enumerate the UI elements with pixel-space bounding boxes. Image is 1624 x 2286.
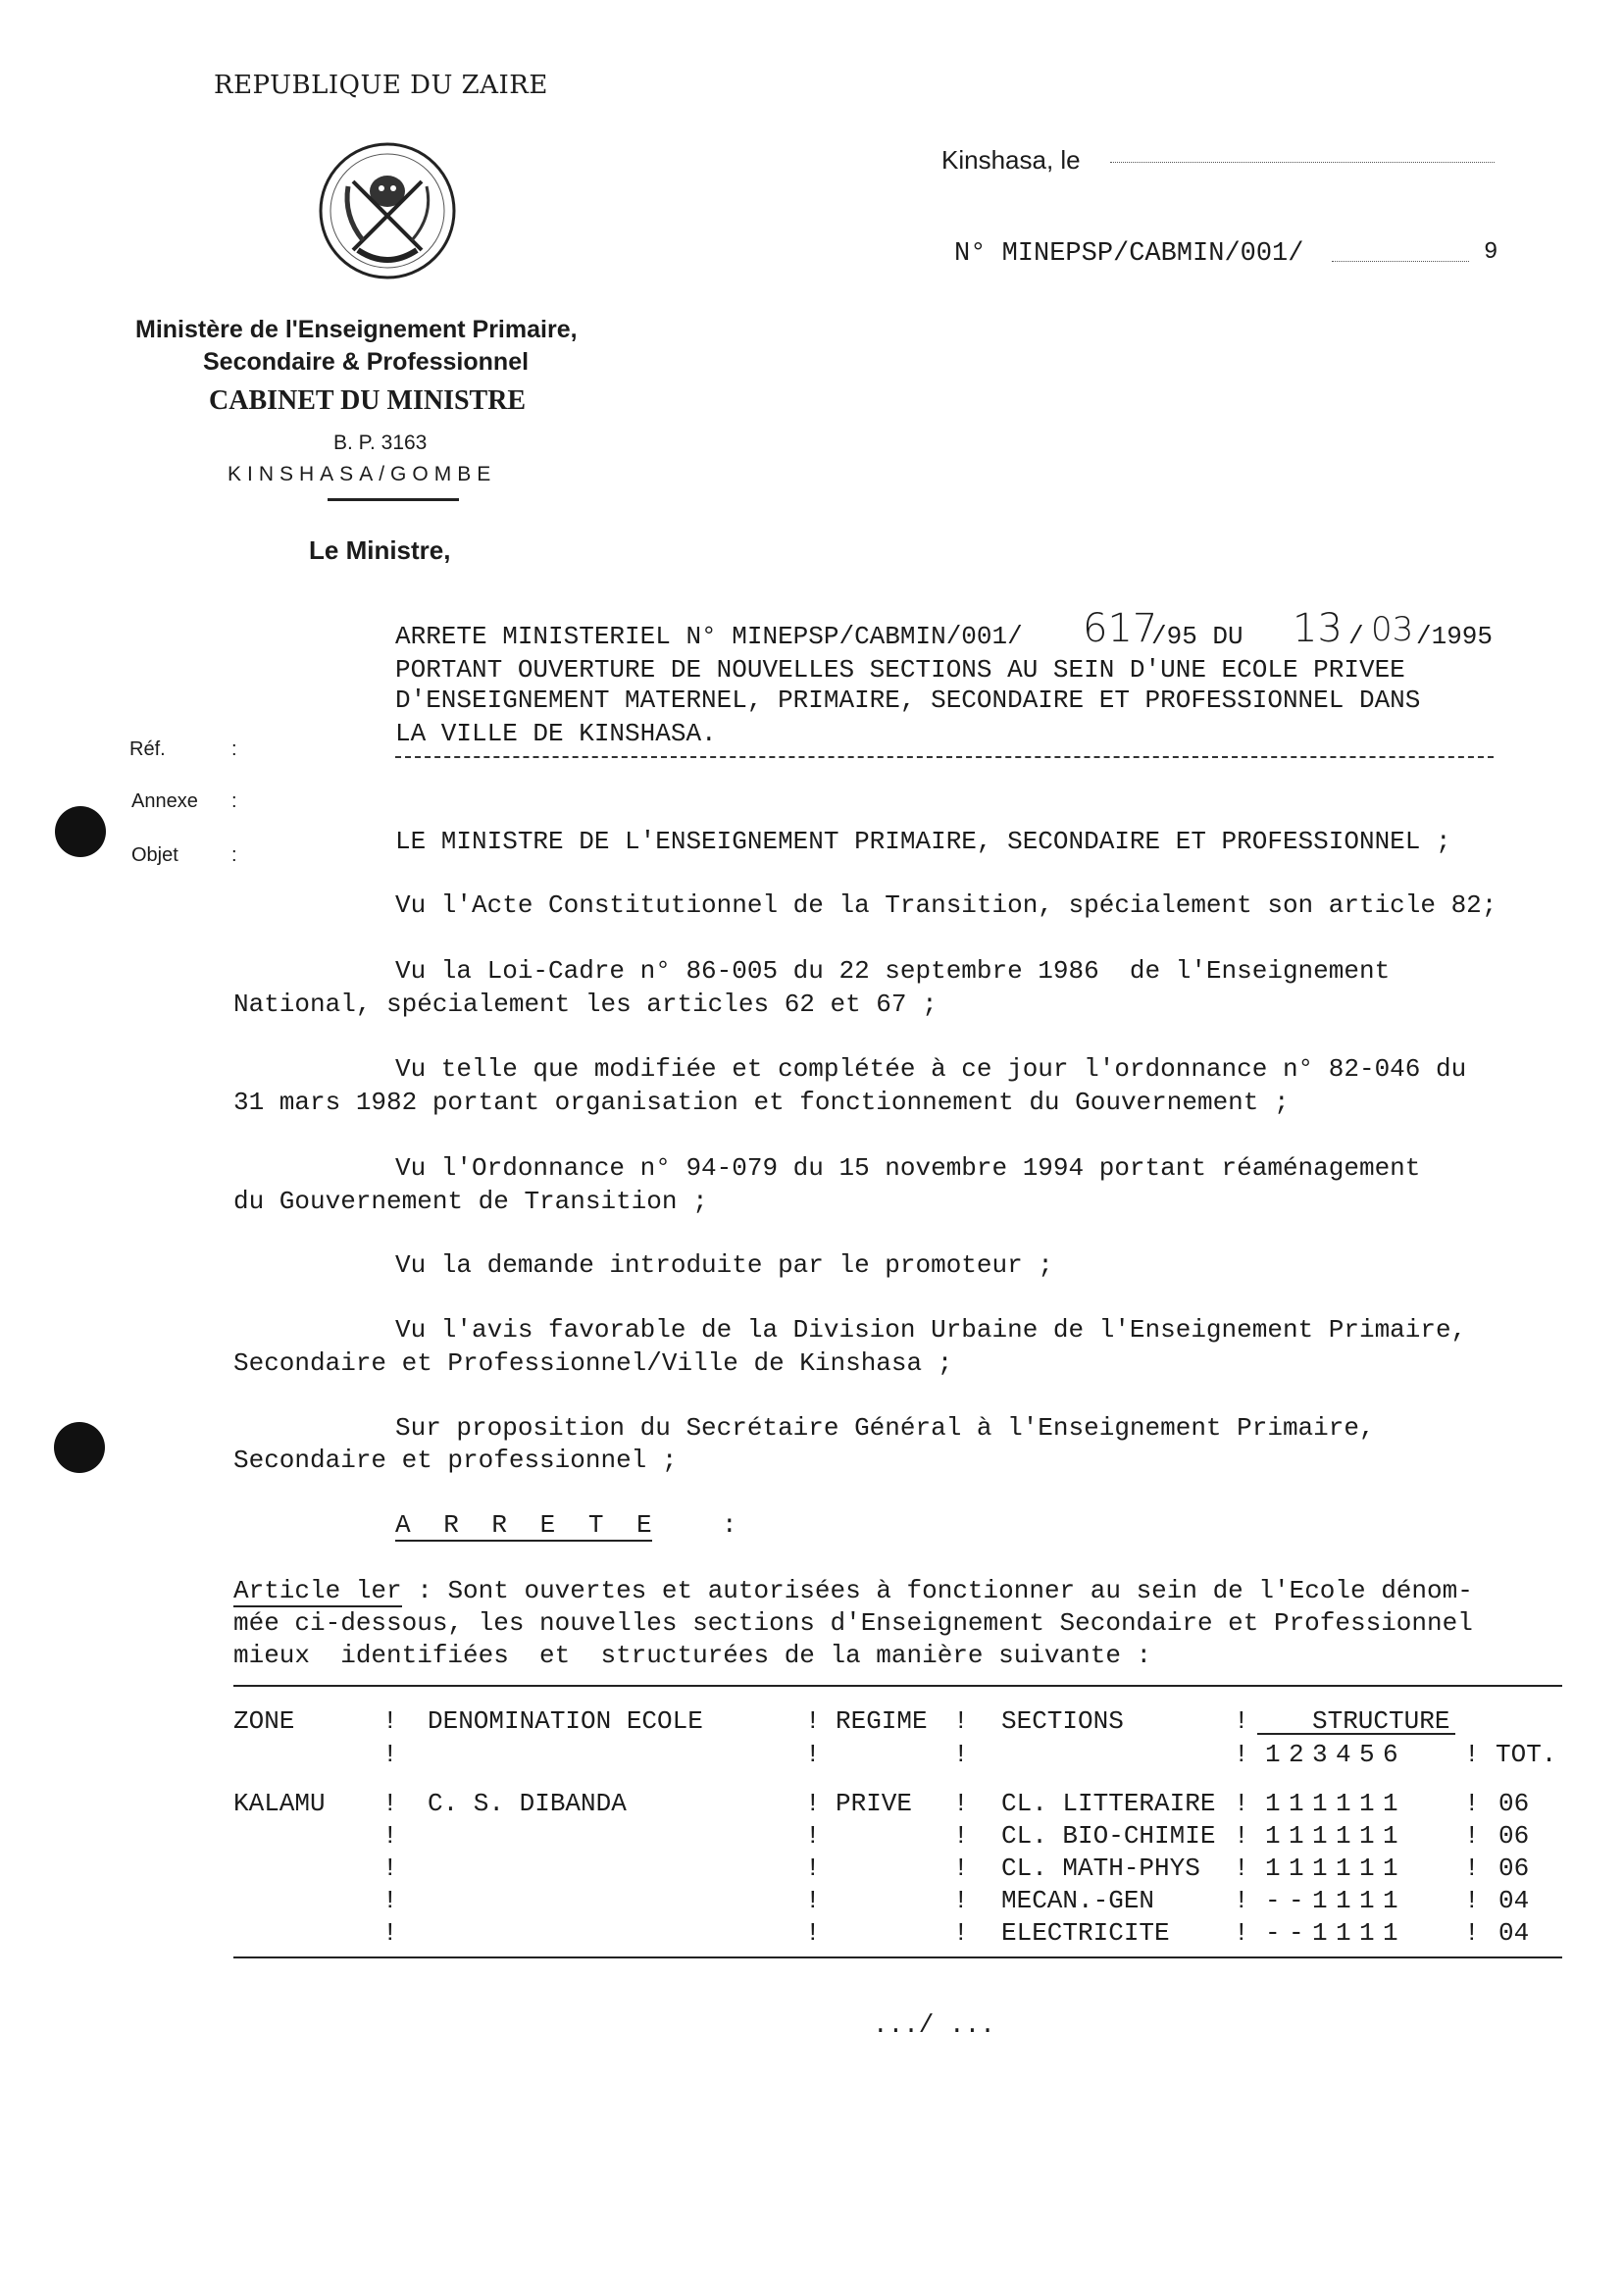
city-underline <box>328 498 459 501</box>
cell-level-1: 1 <box>1265 1854 1281 1883</box>
arrete-word: A R R E T E <box>395 1510 652 1540</box>
header-sections: SECTIONS <box>1001 1706 1124 1736</box>
continuation-mark: .../ ... <box>873 2010 995 2040</box>
column-separator: ! <box>953 1821 969 1851</box>
article-1-line2: mée ci-dessous, les nouvelles sections d'Enseignement Secondaire et Professionnel <box>233 1608 1473 1638</box>
cell-level-2: - <box>1289 1886 1304 1915</box>
handwritten-month: 03 <box>1371 610 1414 649</box>
country-heading: REPUBLIQUE DU ZAIRE <box>214 71 548 100</box>
column-separator: ! <box>1464 1740 1480 1769</box>
decree-title-line4: LA VILLE DE KINSHASA. <box>395 719 717 748</box>
cell-level-1: - <box>1265 1918 1281 1948</box>
cell-level-2: 1 <box>1289 1789 1304 1818</box>
minister-preamble: LE MINISTRE DE L'ENSEIGNEMENT PRIMAIRE, SECONDAIRE ET PROFESSIONNEL ; <box>395 827 1451 856</box>
cell-level-3: 1 <box>1312 1789 1328 1818</box>
cell-level-6: 1 <box>1383 1789 1398 1818</box>
column-separator: ! <box>382 1886 398 1915</box>
decree-title-year: /1995 <box>1416 622 1494 651</box>
cell-level-1: 1 <box>1265 1789 1281 1818</box>
article-1-line1 <box>233 1574 1473 1607</box>
cell-total: 06 <box>1498 1789 1530 1818</box>
handwritten-decree-number: 617 <box>1083 606 1158 651</box>
cell-total: 04 <box>1498 1918 1530 1948</box>
column-separator: ! <box>1234 1918 1249 1948</box>
decree-title-line2: PORTANT OUVERTURE DE NOUVELLES SECTIONS AU SEIN D'UNE ECOLE PRIVEE <box>395 655 1405 685</box>
decree-title-part1: ARRETE MINISTERIEL N° MINEPSP/CABMIN/001/ <box>395 622 1023 651</box>
column-separator: ! <box>1234 1886 1249 1915</box>
column-separator: ! <box>805 1918 821 1948</box>
article-1-label: Article ler <box>233 1576 402 1605</box>
title-dashed-rule <box>395 756 1494 758</box>
cell-level-3: 1 <box>1312 1886 1328 1915</box>
column-separator: ! <box>382 1789 398 1818</box>
column-separator: ! <box>805 1740 821 1769</box>
column-separator: ! <box>953 1789 969 1818</box>
decree-heading-colon: : <box>722 1510 737 1540</box>
cell-school-name: C. S. DIBANDA <box>428 1789 627 1818</box>
ref-label: Réf. <box>129 738 166 760</box>
cell-level-6: 1 <box>1383 1886 1398 1915</box>
column-separator: ! <box>805 1789 821 1818</box>
cell-total: 04 <box>1498 1886 1530 1915</box>
header-regime: REGIME <box>836 1706 928 1736</box>
article-1-text: : Sont ouvertes et autorisées à fonctionner au sein de l'Ecole dénom- <box>401 1576 1473 1605</box>
cell-level-2: 1 <box>1289 1854 1304 1883</box>
header-zone: ZONE <box>233 1706 295 1736</box>
ministry-name-line2: Secondaire & Professionnel <box>203 348 530 376</box>
considering-4-line1: Vu l'Ordonnance n° 94-079 du 15 novembre 1994 portant réaménagement <box>395 1153 1421 1183</box>
column-separator: ! <box>1464 1886 1480 1915</box>
cell-total: 06 <box>1498 1854 1530 1883</box>
decree-title-part2: /95 DU <box>1151 622 1243 651</box>
column-separator: ! <box>953 1918 969 1948</box>
column-separator: ! <box>1234 1854 1249 1883</box>
header-total: TOT. <box>1496 1740 1557 1769</box>
cell-level-4: 1 <box>1336 1886 1351 1915</box>
considering-5: Vu la demande introduite par le promoteur ; <box>395 1250 1053 1280</box>
level-header-6: 6 <box>1383 1740 1398 1769</box>
cell-section: ELECTRICITE <box>1001 1918 1170 1948</box>
proposal-line1: Sur proposition du Secrétaire Général à l'Enseignement Primaire, <box>395 1413 1375 1443</box>
considering-2-line2: National, spécialement les articles 62 et 67 ; <box>233 990 938 1019</box>
cell-level-5: 1 <box>1359 1918 1375 1948</box>
punch-hole-top <box>55 806 106 857</box>
annexe-colon: : <box>231 790 237 812</box>
column-separator: ! <box>1464 1789 1480 1818</box>
header-school-name: DENOMINATION ECOLE <box>428 1706 703 1736</box>
objet-colon: : <box>231 844 237 866</box>
place-date-label: Kinshasa, le <box>941 145 1081 175</box>
cabinet-heading: CABINET DU MINISTRE <box>209 385 527 416</box>
level-header-2: 2 <box>1289 1740 1304 1769</box>
cell-section: CL. BIO-CHIMIE <box>1001 1821 1216 1851</box>
column-separator: ! <box>1234 1821 1249 1851</box>
column-separator: ! <box>382 1918 398 1948</box>
date-separator: / <box>1348 622 1364 651</box>
cell-total: 06 <box>1498 1821 1530 1851</box>
objet-label: Objet <box>131 844 178 866</box>
decree-title-line3: D'ENSEIGNEMENT MATERNEL, PRIMAIRE, SECONDAIRE ET PROFESSIONNEL DANS <box>395 686 1421 715</box>
cell-level-4: 1 <box>1336 1918 1351 1948</box>
column-separator: ! <box>1464 1854 1480 1883</box>
cell-level-6: 1 <box>1383 1918 1398 1948</box>
cell-level-3: 1 <box>1312 1918 1328 1948</box>
column-separator: ! <box>1234 1789 1249 1818</box>
cell-zone: KALAMU <box>233 1789 326 1818</box>
cell-level-1: 1 <box>1265 1821 1281 1851</box>
proposal-line2: Secondaire et professionnel ; <box>233 1446 678 1475</box>
considering-1: Vu l'Acte Constitutionnel de la Transition, spécialement son article 82; <box>395 890 1497 920</box>
cell-level-5: 1 <box>1359 1821 1375 1851</box>
level-header-4: 4 <box>1336 1740 1351 1769</box>
cell-level-5: 1 <box>1359 1854 1375 1883</box>
considering-6-line1: Vu l'avis favorable de la Division Urbaine de l'Enseignement Primaire, <box>395 1315 1467 1345</box>
column-separator: ! <box>1234 1706 1249 1736</box>
cell-level-3: 1 <box>1312 1854 1328 1883</box>
column-separator: ! <box>953 1740 969 1769</box>
punch-hole-bottom <box>54 1422 105 1473</box>
ref-colon: : <box>231 738 237 760</box>
handwritten-day: 13 <box>1293 606 1343 651</box>
column-separator: ! <box>382 1740 398 1769</box>
column-separator: ! <box>953 1886 969 1915</box>
column-separator: ! <box>1234 1740 1249 1769</box>
cell-level-2: - <box>1289 1918 1304 1948</box>
cell-regime: PRIVE <box>836 1789 913 1818</box>
column-separator: ! <box>382 1821 398 1851</box>
column-separator: ! <box>953 1706 969 1736</box>
annexe-label: Annexe <box>131 790 198 812</box>
cell-level-6: 1 <box>1383 1821 1398 1851</box>
reference-blank-line <box>1332 261 1469 262</box>
cell-section: CL. MATH-PHYS <box>1001 1854 1200 1883</box>
column-separator: ! <box>953 1854 969 1883</box>
cell-level-6: 1 <box>1383 1854 1398 1883</box>
ministry-name-line1: Ministère de l'Enseignement Primaire, <box>135 316 578 343</box>
date-blank-line <box>1110 162 1495 163</box>
considering-4-line2: du Gouvernement de Transition ; <box>233 1187 708 1216</box>
signatory-title: Le Ministre, <box>309 535 451 565</box>
cell-section: MECAN.-GEN <box>1001 1886 1155 1915</box>
reference-number: N° MINEPSP/CABMIN/001/ <box>954 239 1304 269</box>
structure-underline <box>1257 1733 1455 1735</box>
city-line: KINSHASA/GOMBE <box>228 463 497 485</box>
cell-level-3: 1 <box>1312 1821 1328 1851</box>
table-bottom-rule <box>233 1956 1562 1958</box>
column-separator: ! <box>1464 1821 1480 1851</box>
cell-level-4: 1 <box>1336 1789 1351 1818</box>
level-header-1: 1 <box>1265 1740 1281 1769</box>
column-separator: ! <box>805 1886 821 1915</box>
cell-section: CL. LITTERAIRE <box>1001 1789 1216 1818</box>
decree-heading <box>395 1508 652 1542</box>
article-1-line3: mieux identifiées et structurées de la manière suivante : <box>233 1641 1152 1670</box>
level-header-5: 5 <box>1359 1740 1375 1769</box>
column-separator: ! <box>382 1854 398 1883</box>
considering-6-line2: Secondaire et Professionnel/Ville de Kinshasa ; <box>233 1348 953 1378</box>
cell-level-5: 1 <box>1359 1789 1375 1818</box>
cell-level-5: 1 <box>1359 1886 1375 1915</box>
cell-level-2: 1 <box>1289 1821 1304 1851</box>
considering-2-line1: Vu la Loi-Cadre n° 86-005 du 22 septembre 1986 de l'Enseignement <box>395 956 1391 986</box>
column-separator: ! <box>805 1821 821 1851</box>
considering-3-line2: 31 mars 1982 portant organisation et fonctionnement du Gouvernement ; <box>233 1088 1290 1117</box>
postal-box: B. P. 3163 <box>333 432 428 454</box>
considering-3-line1: Vu telle que modifiée et complétée à ce jour l'ordonnance n° 82-046 du <box>395 1054 1467 1084</box>
column-separator: ! <box>805 1854 821 1883</box>
cell-level-4: 1 <box>1336 1821 1351 1851</box>
table-top-rule <box>233 1685 1562 1687</box>
cell-level-1: - <box>1265 1886 1281 1915</box>
column-separator: ! <box>805 1706 821 1736</box>
level-header-3: 3 <box>1312 1740 1328 1769</box>
column-separator: ! <box>1464 1918 1480 1948</box>
reference-number-suffix: 9 <box>1484 239 1498 266</box>
coat-of-arms-emblem <box>314 137 461 284</box>
cell-level-4: 1 <box>1336 1854 1351 1883</box>
column-separator: ! <box>382 1706 398 1736</box>
header-structure: STRUCTURE <box>1312 1706 1450 1736</box>
